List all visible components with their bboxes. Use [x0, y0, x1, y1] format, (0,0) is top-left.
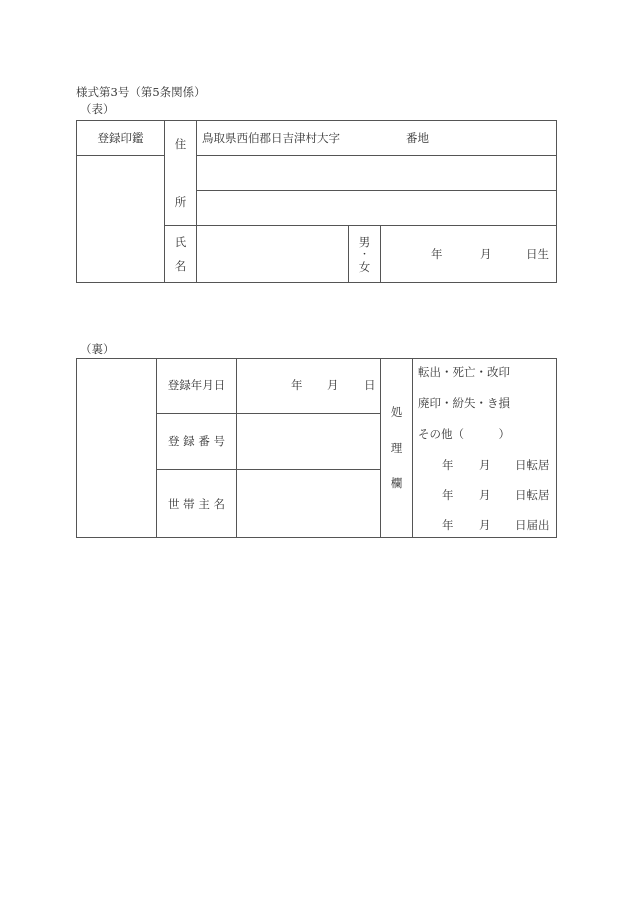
address-prefecture-village: 鳥取県西伯郡日吉津村大字	[202, 131, 340, 145]
address-banchi-label: 番地	[406, 131, 429, 145]
day-moved-label: 日転居	[515, 488, 550, 502]
processing-item-abolish-lost-damaged: 廃印・紛失・き損	[418, 396, 510, 410]
year-label: 年	[442, 458, 454, 472]
processing-label-2: 理	[390, 441, 403, 455]
day-notified-label: 日届出	[515, 518, 550, 532]
householder-name-label: 世 帯 主 名	[168, 497, 225, 511]
address-label-bottom: 所	[174, 195, 187, 209]
registration-day-label: 日	[364, 378, 376, 392]
registration-month-label: 月	[327, 378, 339, 392]
birth-day-label: 日生	[526, 247, 549, 261]
day-moved-label: 日転居	[515, 458, 550, 472]
back-blank-area	[77, 359, 156, 537]
form-title: 様式第3号（第5条関係）	[76, 85, 206, 99]
front-label: （表）	[80, 102, 115, 116]
registration-date-label: 登録年月日	[167, 378, 226, 392]
registration-number-label: 登 録 番 号	[168, 434, 225, 448]
gender-female: 女	[358, 260, 371, 274]
processing-item-other: その他（ ）	[418, 427, 510, 441]
name-field	[197, 226, 348, 282]
name-label-bottom: 名	[174, 259, 187, 273]
seal-area	[77, 156, 164, 282]
address-label-top: 住	[174, 137, 187, 151]
registration-year-label: 年	[291, 378, 303, 392]
year-label: 年	[442, 518, 454, 532]
month-label: 月	[479, 488, 491, 502]
year-label: 年	[442, 488, 454, 502]
householder-name-field	[237, 470, 380, 537]
back-label: （裏）	[80, 342, 115, 356]
name-label-top: 氏	[174, 235, 187, 249]
address-line-3	[197, 191, 556, 225]
processing-item-transfer-death-change: 転出・死亡・改印	[418, 365, 510, 379]
birth-month-label: 月	[480, 247, 492, 261]
birth-year-label: 年	[431, 247, 443, 261]
gender-male: 男	[358, 235, 371, 249]
seal-header: 登録印鑑	[97, 131, 144, 145]
month-label: 月	[479, 458, 491, 472]
address-line-2	[197, 156, 556, 190]
month-label: 月	[479, 518, 491, 532]
processing-label-3: 欄	[390, 476, 403, 490]
gender-separator: ・	[359, 250, 369, 260]
processing-label-1: 処	[390, 405, 403, 419]
registration-number-field	[237, 414, 380, 469]
